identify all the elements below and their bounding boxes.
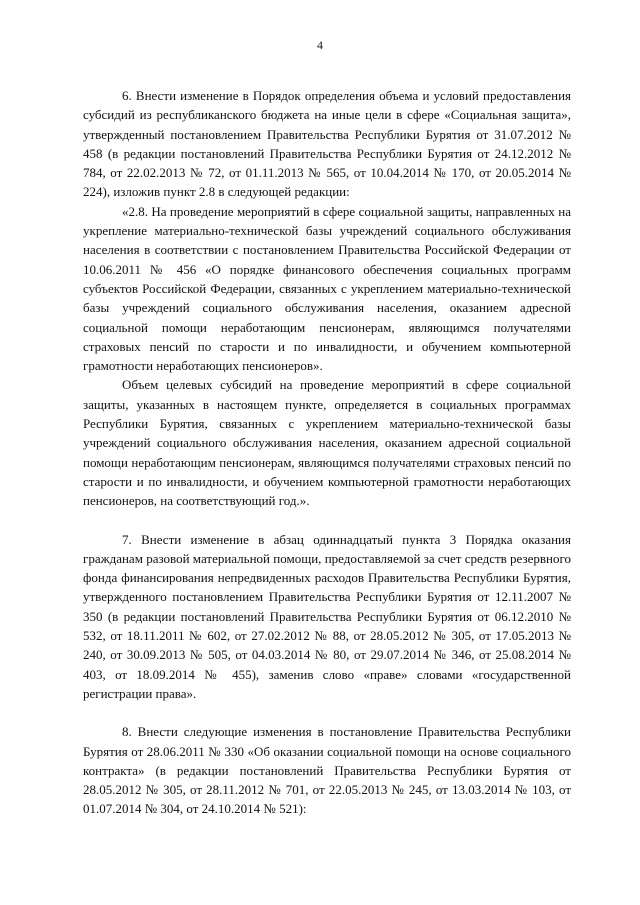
document-body <box>83 86 571 819</box>
paragraph-item-7: 7. Внести изменение в абзац одиннадцатый пункта 3 Порядка оказания гражданам разовой материальной помощи, предоставляемой за счет средств резервного фонда финансирования непредвиденных расходов Правительства Республики Бурятия, утвержденного постановлением Правительства Республики Бурятия от 12.11.2007 № 350 (в редакции постановлений Правительства Республики Бурятия от 06.12.2010 № 532, от 18.11.2011 № 602, от 27.02.2012 № 88, от 28.05.2012 № 305, от 17.05.2013 № 240, от 30.09.2013 № 505, от 04.03.2014 № 80, от 29.07.2014 № 346, от 25.08.2014 № 403, от 18.09.2014 № 455), заменив слово «праве» словами «государственной регистрации права». <box>83 531 571 701</box>
paragraph-subsidy-volume: Объем целевых субсидий на проведение мероприятий в сфере социальной защиты, указанных в настоящем пункте, определяется в социальных программах Республики Бурятия, связанных с укреплением материально-технической базы учреждений социального обслуживания населения, оказанием адресной социальной помощи неработающим пенсионерам, являющимся получателями страховых пенсий по старости и по инвалидности, и обучением компьютерной грамотности неработающих пенсионеров, на соответствующий год.». <box>83 377 571 509</box>
paragraph-quoted-2-8: «2.8. На проведение мероприятий в сфере социальной защиты, направленных на укрепление материально-технической базы учреждений социального обслуживания населения в соответствии с постановлением Правительства Российской Федерации от 10.06.2011 № 456 «О порядке финансового обеспечения социальных программ субъектов Российской Федерации, связанных с укреплением материально-технической базы учреждений социального обслуживания населения, оказанием адресной социальной помощи неработающим пенсионерам, являющимся получателями страховых пенсий по старости и по инвалидности, и обучением компьютерной грамотности неработающих пенсионеров». <box>83 203 571 374</box>
paragraph-item-6: 6. Внести изменение в Порядок определения объема и условий предоставления субсидий из республиканского бюджета на иные цели в сфере «Социальная защита», утвержденный постановлением Правительства Республики Бурятия от 31.07.2012 № 458 (в редакции постановлений Правительства Республики Бурятия от 24.12.2012 № 784, от 22.02.2013 № 72, от 01.11.2013 № 565, от 10.04.2014 № 170, от 20.05.2014 № 224), изложив пункт 2.8 в следующей редакции: <box>83 88 571 200</box>
paragraph-item-8: 8. Внести следующие изменения в постановление Правительства Республики Бурятия от 28.06.2011 № 330 «Об оказании социальной помощи на основе социального контракта» (в редакции постановлений Правительства Республики Бурятия от 28.05.2012 № 305, от 28.11.2012 № 701, от 22.05.2013 № 245, от 13.03.2014 № 103, от 01.07.2014 № 304, от 24.10.2014 № 521): <box>83 724 571 817</box>
page-number: 4 <box>317 38 323 52</box>
